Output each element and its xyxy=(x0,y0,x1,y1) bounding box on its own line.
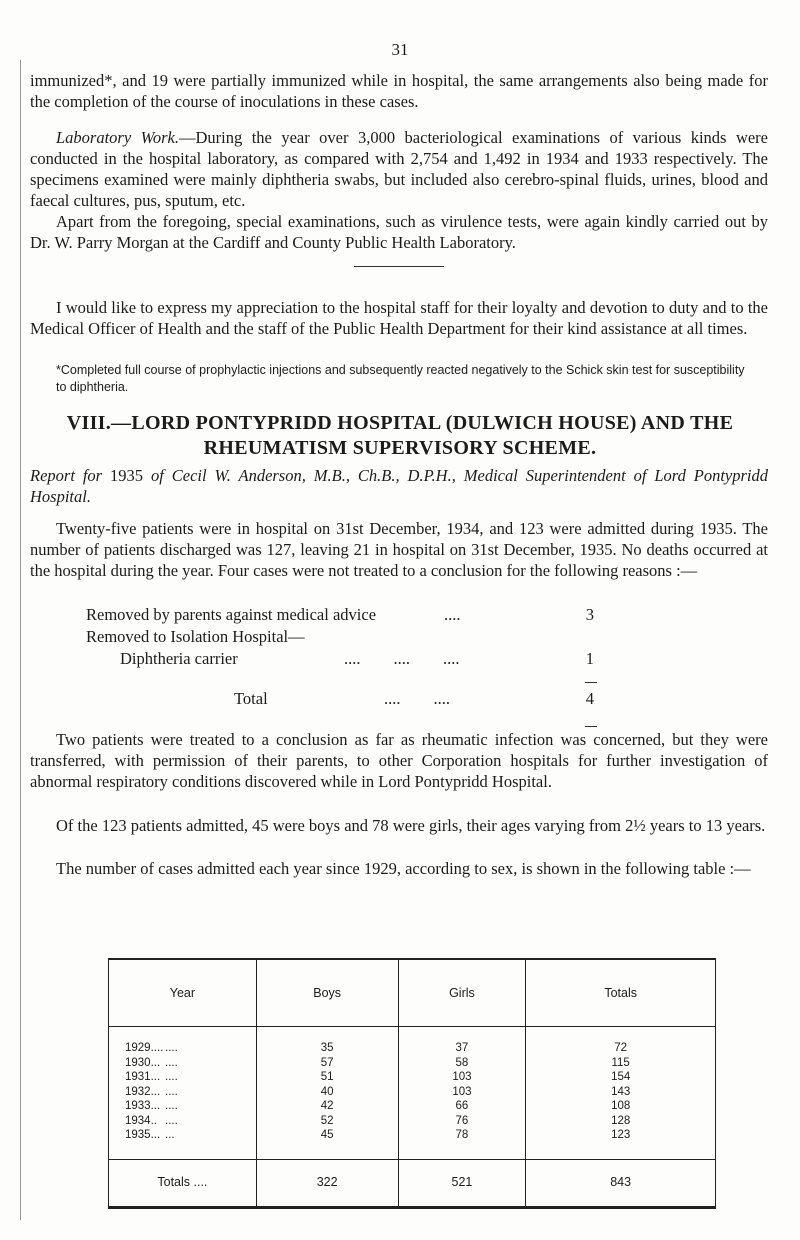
cell-boys: 45 xyxy=(256,1128,398,1159)
paragraph-of-the-123 xyxy=(30,815,768,836)
cell-boys: 42 xyxy=(256,1099,398,1114)
divider-rule xyxy=(354,266,444,267)
reason-label: Removed to Isolation Hospital— xyxy=(86,627,305,646)
cell-year: 1931... .... xyxy=(109,1070,257,1085)
header-year: Year xyxy=(109,959,257,1027)
cell-totals: 108 xyxy=(526,1099,716,1114)
laboratory-body: —During the year over 3,000 bacteriological examinations of various kinds were conducted in the hospital laboratory, as compared with 2,754 and 1,492 in 1934 and 1933 respectively. The specimens examined were mainly diphtheria swabs, but included also cerebro-spinal fluids, urines, blood and faecal cultures, pus, sputum, etc. xyxy=(30,128,768,210)
paragraph-text: immunized*, and 19 were partially immunized while in hospital, the same arrangements also being made for the completion of the course of inoculations in these cases. xyxy=(30,71,768,111)
cell-boys: 40 xyxy=(256,1085,398,1100)
laboratory-title: Laboratory Work. xyxy=(56,128,179,147)
paragraph-text: Two patients were treated to a conclusion as far as rheumatic infection was concerned, but they were transferred, with permission of their parents, to other Corporation hospitals for further investigation of abnormal respiratory conditions discovered while in Lord Pontypridd Hospital. xyxy=(30,730,768,791)
reason-value: 1 xyxy=(585,649,594,668)
page-number: 31 xyxy=(391,40,409,59)
report-prefix: Report for xyxy=(30,466,103,485)
report-byline xyxy=(30,465,768,507)
reason-dots: .... .... .... xyxy=(344,649,460,668)
cell-girls: 103 xyxy=(398,1085,526,1100)
cell-boys: 35 xyxy=(256,1027,398,1056)
table-row xyxy=(109,1128,716,1159)
reason-total-value: 4 xyxy=(585,689,594,708)
table-row xyxy=(109,1070,716,1085)
cell-totals: 72 xyxy=(526,1027,716,1056)
cell-girls: 37 xyxy=(398,1027,526,1056)
cell-totals: 123 xyxy=(526,1128,716,1159)
table-row xyxy=(109,1085,716,1100)
section-divider xyxy=(30,266,768,267)
cell-girls: 66 xyxy=(398,1099,526,1114)
cell-year: 1934.. .... xyxy=(109,1114,257,1129)
paragraph-text: Of the 123 patients admitted, 45 were boys and 78 were girls, their ages varying from 2½ years to 13 years. xyxy=(56,816,766,835)
table-row xyxy=(109,1027,716,1056)
reason-total-label: Total xyxy=(234,689,268,708)
report-year: 1935 xyxy=(110,466,144,485)
cell-total-totals: 843 xyxy=(526,1159,716,1207)
sum-rule xyxy=(585,726,597,727)
cell-boys: 51 xyxy=(256,1070,398,1085)
table-row xyxy=(109,1114,716,1129)
page-edge-shadow xyxy=(20,60,21,1220)
cell-year: 1935... ... xyxy=(109,1128,257,1159)
sum-rule xyxy=(585,682,597,683)
cell-totals: 143 xyxy=(526,1085,716,1100)
section-heading xyxy=(40,411,760,461)
paragraph-two-patients xyxy=(30,729,768,792)
cell-girls: 58 xyxy=(398,1056,526,1071)
header-girls: Girls xyxy=(398,959,526,1027)
cell-girls: 78 xyxy=(398,1128,526,1159)
reason-row xyxy=(86,604,646,626)
cell-boys: 57 xyxy=(256,1056,398,1071)
reason-value: 3 xyxy=(585,605,594,624)
paragraph-text: I would like to express my appreciation to the hospital staff for their loyalty and devotion to duty and to the Medical Officer of Health and the staff of the Public Health Department for their kind assistance at all times. xyxy=(30,298,768,338)
paragraph-number-of-cases xyxy=(30,858,768,879)
header-boys: Boys xyxy=(256,959,398,1027)
reasons-list xyxy=(86,604,646,710)
reason-row xyxy=(86,626,646,648)
reason-label: Removed by parents against medical advice xyxy=(86,605,377,624)
table-header-row xyxy=(109,959,716,1027)
footnote-text: *Completed full course of prophylactic injections and subsequently reacted negatively to the Schick skin test for susceptibility to diphtheria. xyxy=(56,363,745,394)
paragraph-text: The number of cases admitted each year since 1929, according to sex, is shown in the following table :— xyxy=(56,859,751,878)
cell-year: 1929.... .... xyxy=(109,1027,257,1056)
cell-totals: 115 xyxy=(526,1056,716,1071)
cell-totals: 128 xyxy=(526,1114,716,1129)
cell-girls: 76 xyxy=(398,1114,526,1129)
cell-total-boys: 322 xyxy=(256,1159,398,1207)
paragraph-twenty-five xyxy=(30,518,768,581)
reason-label: Diphtheria carrier xyxy=(120,649,238,668)
table-row xyxy=(109,1056,716,1071)
cell-total-girls: 521 xyxy=(398,1159,526,1207)
cell-totals: 154 xyxy=(526,1070,716,1085)
cell-year: 1932... .... xyxy=(109,1085,257,1100)
paragraph-text: Apart from the foregoing, special examinations, such as virulence tests, were again kindly carried out by Dr. W. Parry Morgan at the Cardiff and County Public Health Laboratory. xyxy=(30,212,768,252)
cell-total-label: Totals .... xyxy=(109,1159,257,1207)
heading-text: VIII.—LORD PONTYPRIDD HOSPITAL (DULWICH HOUSE) AND THE RHEUMATISM SUPERVISORY SCHEME. xyxy=(66,412,734,459)
paragraph-immunized xyxy=(30,70,768,112)
reason-row xyxy=(86,648,646,670)
cell-year: 1930... .... xyxy=(109,1056,257,1071)
cell-year: 1933... .... xyxy=(109,1099,257,1114)
paragraph-laboratory xyxy=(30,127,768,211)
footnote xyxy=(56,362,756,396)
paragraph-apart xyxy=(30,211,768,253)
reason-total-row xyxy=(86,688,646,710)
reason-total-dots: .... .... xyxy=(384,689,450,708)
cell-girls: 103 xyxy=(398,1070,526,1085)
cell-boys: 52 xyxy=(256,1114,398,1129)
reason-dots: .... xyxy=(444,605,461,624)
paragraph-thanks xyxy=(30,297,768,339)
paragraph-text: Twenty-five patients were in hospital on 31st December, 1934, and 123 were admitted during 1935. The number of patients discharged was 127, leaving 21 in hospital on 31st December, 1935. No deaths occurred at the hospital during the year. Four cases were not treated to a conclusion for the following reasons :— xyxy=(30,519,768,580)
admissions-table xyxy=(108,958,716,1209)
table-total-row xyxy=(109,1159,716,1207)
header-totals: Totals xyxy=(526,959,716,1027)
report-text: of Cecil W. Anderson, M.B., Ch.B., D.P.H., Medical Superintendent of Lord Pontypridd Hospital. xyxy=(30,466,769,506)
table-row xyxy=(109,1099,716,1114)
